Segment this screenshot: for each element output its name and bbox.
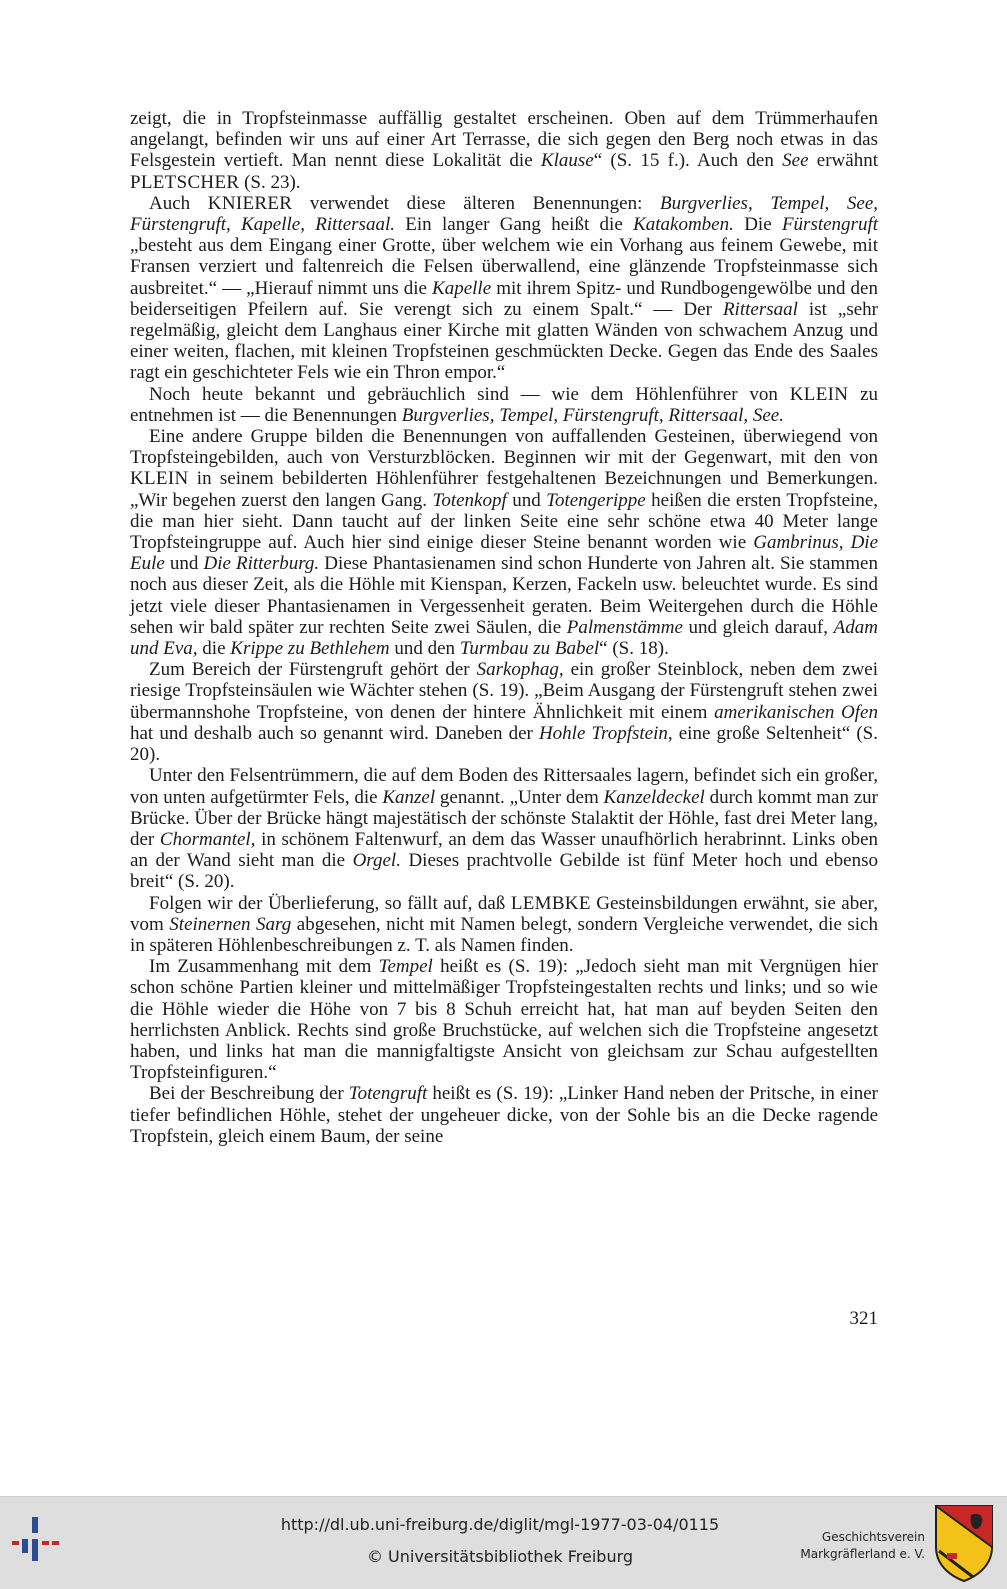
italic-term: Palmenstämme [566, 616, 683, 638]
author-name: KNIERER [207, 192, 293, 214]
text-run: und [164, 553, 204, 575]
text-run: heißen die ersten Tropfsteine, die man hier sieht. Dann taucht auf der linken Seite eine sehr schöne etwa 40 Meter lange Tropfsteingruppe auf. Auch hier sind einige dieser Steine benannt worden wie [130, 489, 879, 554]
italic-term: Sarkophag, [476, 659, 564, 681]
paragraph [130, 659, 878, 765]
text-run: abgesehen, nicht mit Namen belegt, sondern Vergleiche verwendet, die sich in späteren Höhlenbeschreibungen z. T. als Namen finden. [130, 913, 878, 956]
society-name [800, 1529, 925, 1563]
italic-term: Totengruft [348, 1083, 428, 1105]
italic-term: Fürstengruft [781, 214, 878, 236]
text-run: Folgen wir der Überlieferung, so fällt auf, daß [149, 892, 511, 914]
text-run: Diese Phantasienamen sind schon Hunderte von Jahren alt. Sie stammen noch aus dieser Zeit, als die Höhle mit Kienspan, Kerzen, Fackeln usw. beleuchtet wurde. Es sind jetzt viele dieser Phantasienamen in Vergessenheit geraten. Beim Weitergehen durch die Höhle sehen wir bald später zur rechten Seite zwei Säulen, die [130, 553, 878, 638]
text-run: hat und deshalb auch so genannt wird. Daneben der [130, 722, 539, 744]
text-run: und [506, 489, 547, 511]
paragraph [130, 384, 878, 426]
text-run: in seinem bebilderten Höhlenführer festgehaltenen Bezeichnungen und Bemerkungen. „Wir begehen zuerst den langen Gang. [130, 468, 878, 511]
italic-term: amerikanischen Ofen [714, 701, 878, 723]
body-text [130, 108, 878, 1147]
italic-term: Adam und Eva, [130, 616, 878, 660]
italic-term: Steinernen Sarg [169, 913, 292, 935]
paragraph [130, 426, 878, 659]
italic-term: Burgverlies, Tempel, See, Fürstengruft, Kapelle, Rittersaal. [130, 192, 879, 236]
italic-term: Kanzeldeckel [603, 786, 705, 808]
italic-term: Krippe zu Bethlehem [230, 638, 390, 660]
author-name: PLETSCHER [130, 171, 240, 193]
footer-url-link[interactable]: http://dl.ub.uni-freiburg.de/diglit/mgl-1977-03-04/0115 [280, 1515, 720, 1534]
text-run: „besteht aus dem Eingang einer Grotte, über welchem wie ein Vorhang aus feinem Gewebe, mit Fransen verziert und faltenreich die Felsen überwallend, eine glänzende Tropfsteinmasse sich ausbreitet.“ — „Hierauf nimmt uns die [130, 235, 878, 299]
author-name: KLEIN [789, 383, 849, 405]
text-run: heißt es (S. 19): „Linker Hand neben der Pritsche, in einer tiefer befindlichen Höhle, stehet der ungeheuer dicke, von der Sohle bis an die Decke ragende Tropfstein, gleich einem Baum, der seine [130, 1083, 878, 1147]
italic-term: See [782, 150, 809, 172]
society-line-2: Markgräflerland e. V. [800, 1547, 925, 1561]
italic-term: Kanzel [382, 786, 436, 808]
text-run: ein großer Steinblock, neben dem zwei riesige Tropfsteinsäulen wie Wächter stehen (S. 19). „Beim Ausgang der Fürstengruft stehen zwei übermannshohe Tropfsteine, von denen der hintere Ähnlichkeit mit einem [130, 659, 878, 723]
text-run: und gleich darauf, [682, 616, 834, 638]
footer-copyright: © Universitätsbibliothek Freiburg [366, 1547, 634, 1566]
text-run: “ (S. 15 f.). Auch den [593, 150, 783, 172]
text-run: Bei der Beschreibung der [149, 1083, 349, 1105]
text-run: die [197, 638, 231, 660]
page-number: 321 [849, 1308, 878, 1329]
author-name: LEMBKE [510, 892, 591, 914]
paragraph [130, 108, 878, 193]
text-run: Gesteinsbildungen erwähnt, sie aber, vom [130, 892, 878, 935]
text-run: (S. 23). [239, 171, 301, 193]
paragraph [130, 893, 878, 957]
italic-term: Die Ritterburg. [203, 553, 320, 575]
text-run: heißt es (S. 19): „Jedoch sieht man mit Vergnügen hier schon schöne Partien kleiner und mittelmäßiger Tropfsteingestalten rechts und links; und so wie die Höhle wieder die Höhe von 7 bis 8 Schuh erreicht hat, hat man auf beyden Seiten den herrlichsten Anblick. Rechts sind große Bruchstücke, auf welchen sich die Tropfsteine angesetzt haben, und links hat man die mannigfaltigste Ansicht von gleichsam zur Schau aufgestellten Tropfsteinfiguren.“ [130, 956, 879, 1084]
footer-bar [0, 1496, 1007, 1589]
italic-term: Turmbau zu Babel [459, 638, 600, 660]
text-run: mit ihrem Spitz- und Rundbogengewölbe und den beiderseitigen Pfeilern auf. Sie verengt sich zu einem Spalt.“ — Der [130, 277, 878, 320]
italic-term: Gambrinus, Die Eule [130, 532, 879, 575]
text-run: Auch [149, 192, 208, 214]
text-run: Eine andere Gruppe bilden die Benennungen von auffallenden Gesteinen, überwiegend von Tropfsteingebilden, auch von Versturzblöcken. Beginnen wir mit der Gegenwart, mit den von [130, 426, 878, 469]
italic-term: Orgel. [352, 850, 401, 872]
library-logo-icon [8, 1511, 64, 1576]
paragraph [130, 1083, 878, 1147]
text-run: Noch heute bekannt und gebräuchlich sind — wie dem Höhlenführer von [149, 383, 790, 405]
italic-term: Kapelle [432, 277, 492, 299]
paragraph [130, 193, 878, 384]
italic-term: Totengerippe [546, 489, 646, 511]
text-run: in schönem Faltenwurf, an dem das Wasser unaufhörlich herabrinnt. Links oben an der Wand sieht man die [130, 828, 879, 872]
text-run: zeigt, die in Tropfsteinmasse auffällig gestaltet erscheinen. Oben auf dem Trümmerhaufen angelangt, befinden wir uns auf einer Art Terrasse, die sich gegen den Berg noch etwas in das Felsgestein vertieft. Man nennt diese Lokalität die [130, 108, 878, 172]
author-name: KLEIN [130, 468, 189, 490]
italic-term: Chormantel, [159, 828, 256, 850]
text-run: Dieses prachtvolle Gebilde ist fünf Meter hoch und ebenso breit“ (S. 20). [130, 850, 878, 893]
text-run: ist „sehr regelmäßig, gleicht dem Langhaus einer Kirche mit glatten Wänden von schwachem Anzug und einer weiten, flachen, mit kleinen Tropfsteinen geschmückten Decke. Gegen das Ende des Saales ragt ein geschichteter Fels wie ein Thron empor.“ [130, 298, 878, 384]
italic-term: Totenkopf [432, 489, 507, 511]
text-run: Zum Bereich der Fürstengruft gehört der [149, 659, 477, 681]
society-line-1: Geschichtsverein [821, 1530, 925, 1544]
italic-term: Hohle Tropfstein, [538, 722, 673, 744]
paragraph [130, 956, 878, 1083]
italic-term: Burgverlies, Tempel, Fürstengruft, Rittersaal, See. [401, 404, 784, 426]
paragraph [130, 765, 878, 892]
text-run: genannt. „Unter dem [435, 786, 604, 808]
italic-term: Katakomben. [633, 214, 734, 236]
text-run: und den [389, 638, 460, 660]
italic-term: Rittersaal [722, 298, 798, 320]
text-run: erwähnt [808, 150, 878, 172]
text-run: durch kommt man zur Brücke. Über der Brücke hängt majestätisch der schönste Stalaktit der Höhle, fast drei Meter lang, der [130, 786, 878, 850]
italic-term: Tempel [378, 956, 433, 978]
text-run: Die [733, 214, 782, 236]
text-run: Ein langer Gang heißt die [394, 214, 634, 236]
text-run: “ (S. 18). [599, 638, 669, 660]
text-run: zu entnehmen ist — die Benennungen [130, 383, 879, 426]
text-run: verwendet diese älteren Benennungen: [292, 192, 660, 214]
text-run: Im Zusammenhang mit dem [149, 956, 379, 978]
coat-of-arms-icon [933, 1503, 995, 1588]
italic-term: Klause [540, 150, 594, 172]
text-run: Unter den Felsentrümmern, die auf dem Boden des Rittersaales lagern, befindet sich ein großer, von unten aufgetürmter Fels, die [130, 765, 878, 808]
text-run: eine große Seltenheit“ (S. 20). [130, 722, 879, 766]
